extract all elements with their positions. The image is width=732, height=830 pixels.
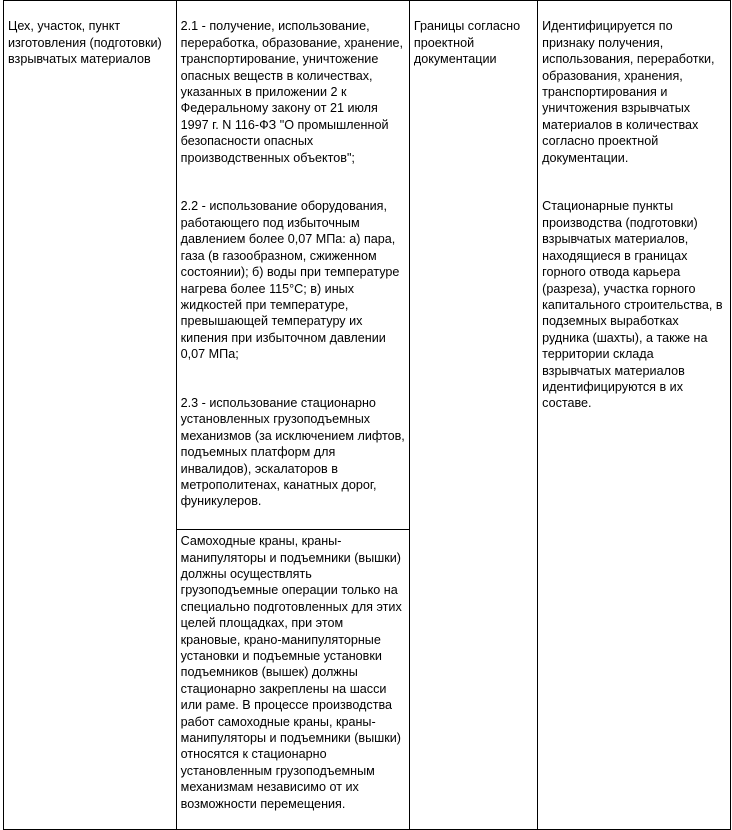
hazard-criteria-cell (176, 1, 409, 830)
stationary-points-text: Стационарные пункты производства (подготовки) взрывчатых материалов, находящиеся в границах горного отвода карьера (разреза), участка горного капитального строительства, в подземных выработках рудника (шахты), а также на территории склада взрывчатых материалов идентифицируются в их составе. (542, 199, 723, 411)
criterion-2-1-text: 2.1 - получение, использование, переработка, образование, хранение, транспортирование, уничтожение опасных веществ в количествах, указанных в приложении 2 к Федеральному закону от 21 июля 1997 г. N 116-ФЗ "О промышленной безопасности опасных производственных объектов"; (180, 19, 404, 165)
object-name-cell (4, 1, 177, 830)
criterion-2-2-text: 2.2 - использование оборудования, работающего под избыточным давлением более 0,07 МПа: а) пара, газа (в газообразном, сжиженном состоянии); б) воды при температуре нагрева более 115°С; в) иных жидкостей при температуре, превышающей температуру их кипения при избыточном давлении 0,07 МПа; (180, 199, 400, 362)
identification-cell (538, 1, 731, 830)
criterion-2-3-text: 2.3 - использование стационарно установленных грузоподъемных механизмов (за исключением лифтов, подъемных платформ для инвалидов), эскалаторов в метрополитенах, канатных дорог, фуникулеров. (180, 395, 405, 509)
boundaries-cell (409, 1, 537, 830)
classification-table (3, 0, 731, 830)
table-row (4, 1, 731, 830)
boundaries-text: Границы согласно проектной документации (413, 19, 521, 67)
object-name-text: Цех, участок, пункт изготовления (подготовки) взрывчатых материалов (8, 19, 162, 67)
identification-text: Идентифицируется по признаку получения, использования, переработки, образования, хранения, транспортирования и уничтожения взрывчатых материалов в количествах согласно проектной документации. (542, 19, 715, 165)
cranes-note-text: Самоходные краны, краны-манипуляторы и подъемники (вышки) должны осуществлять грузоподъемные операции только на специально подготовленных для этих целей площадках, при этом крановые, крано-манипуляторные установки и подъемные установки подъемников (вышек) должны стационарно закреплены на шасси или раме. В процессе производства работ самоходные краны, краны-манипуляторы и подъемники (вышки) относятся к стационарно установленным грузоподъемным механизмам независимо от их возможности перемещения. (177, 529, 409, 812)
